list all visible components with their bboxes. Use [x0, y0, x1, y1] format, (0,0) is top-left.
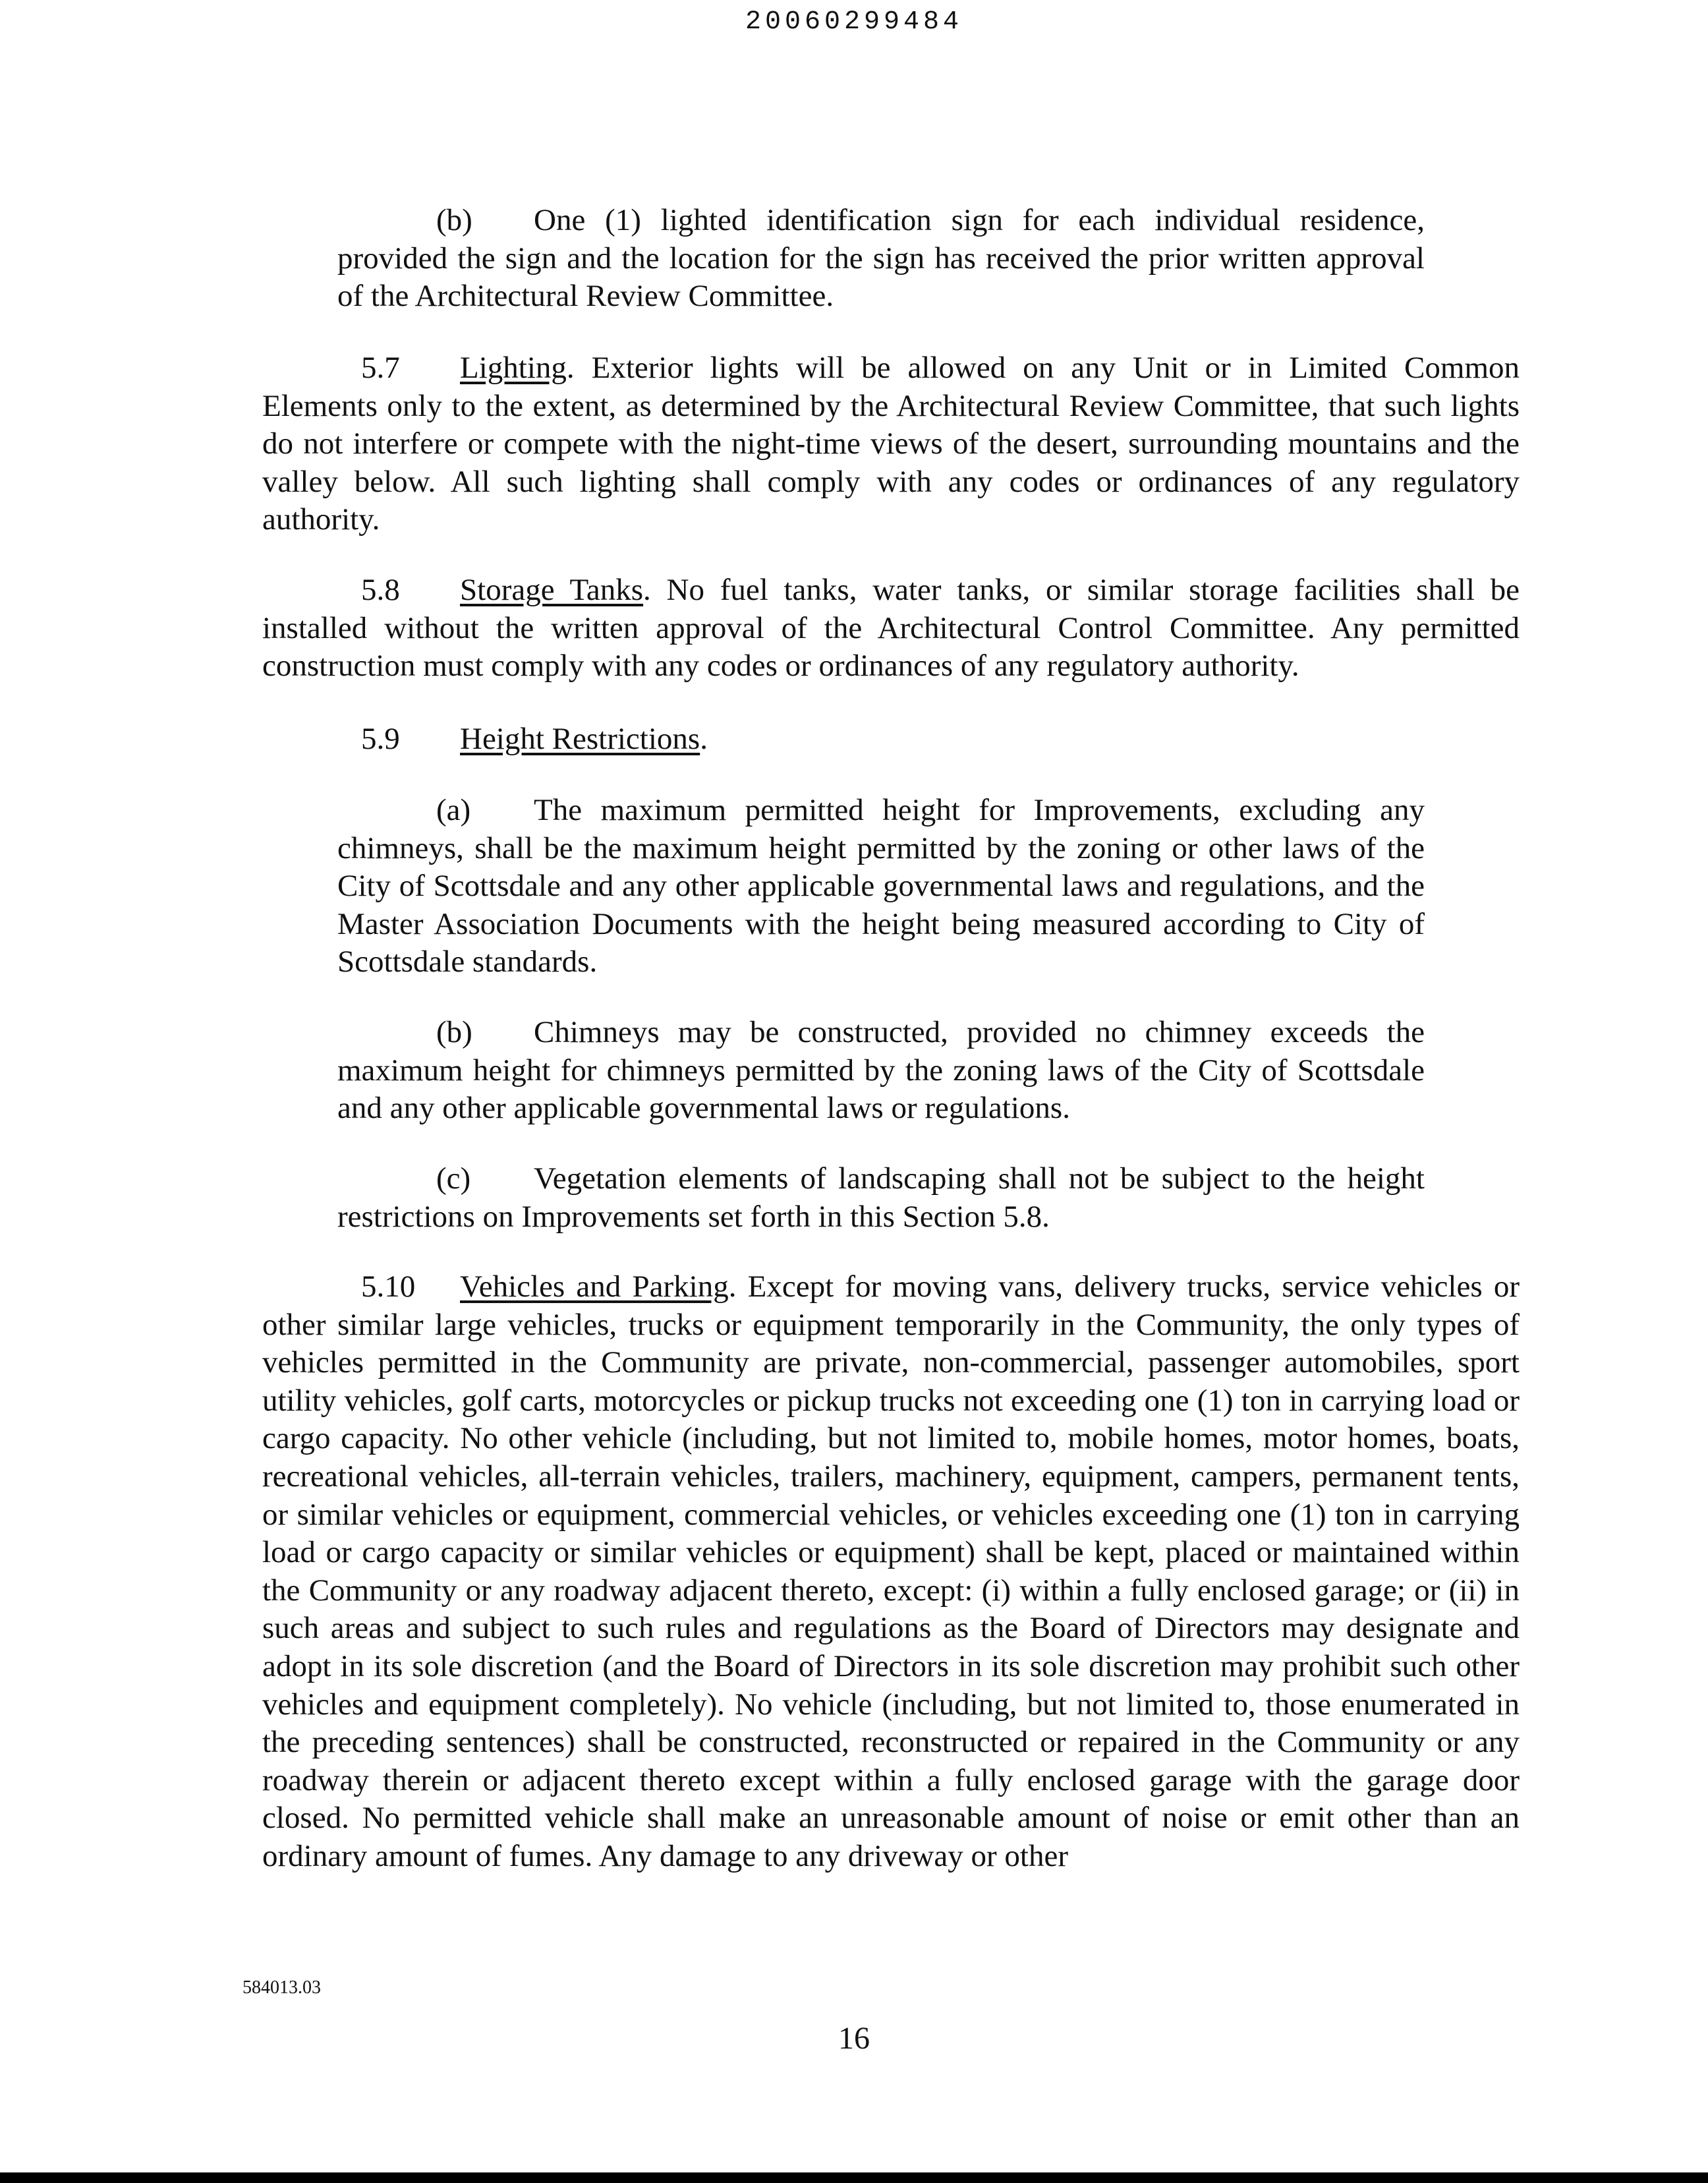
section-number: 5.10	[361, 1269, 416, 1304]
section-heading: Lighting	[460, 351, 567, 385]
section-text: . Except for moving vans, delivery trucks, service vehicles or other similar large vehicles, trucks or equipment temporarily in the Community, the only types of vehicles permitted in the Community are private, non-commercial, passenger automobiles, sport utility vehicles, golf carts, motorcycles or pickup trucks not exceeding one (1) ton in carrying load or cargo capacity. No other vehicle (including, but not limited to, mobile homes, motor homes, boats, recreational vehicles, all-terrain vehicles, trailers, machinery, equipment, campers, permanent tents, or similar vehicles or equipment, commercial vehicles, or vehicles exceeding one (1) ton in carrying load or cargo capacity or similar vehicles or equipment) shall be kept, placed or maintained within the Community or any roadway adjacent thereto, except: (i) within a fully enclosed garage; or (ii) in such areas and subject to such rules and regulations as the Board of Directors may designate and adopt in its sole discretion (and the Board of Directors in its sole discretion may prohibit such other vehicles and equipment completely). No vehicle (including, but not limited to, those enumerated in the preceding sentences) shall be constructed, reconstructed or repaired in the Community or any roadway therein or adjacent thereto except within a fully enclosed garage with the garage door closed. No permitted vehicle shall make an unreasonable amount of noise or emit other than an ordinary amount of fumes. Any damage to any driveway or other	[262, 1269, 1520, 1873]
section-text: . No fuel tanks, water tanks, or similar storage facilities shall be installed without the written approval of the Architectural Control Committee. Any permitted construction must comply with any codes or ordinances of any regulatory authority.	[262, 573, 1520, 684]
paragraph-number: (a)	[436, 793, 471, 827]
section-text: .	[700, 722, 708, 756]
section-heading: Storage Tanks	[460, 573, 644, 607]
section-5-7-lighting	[262, 349, 1520, 539]
paragraph-5-9-a	[337, 792, 1425, 981]
paragraph-number: (b)	[436, 1015, 472, 1049]
document-number: 20060299484	[745, 7, 963, 37]
section-5-10-vehicles-and-parking	[262, 1268, 1520, 1876]
section-5-8-storage-tanks	[262, 571, 1520, 685]
section-number: 5.7	[361, 351, 400, 385]
paragraph-b-identification-sign	[337, 202, 1425, 316]
section-5-9-height-restrictions	[262, 720, 1520, 759]
paragraph-text: One (1) lighted identification sign for each individual residence, provided the sign and the location for the sign has received the prior written approval of the Architectural Review Committee.	[337, 203, 1425, 314]
paragraph-5-9-c	[337, 1160, 1425, 1236]
paragraph-number: (c)	[436, 1161, 471, 1196]
section-number: 5.9	[361, 722, 400, 756]
paragraph-text: The maximum permitted height for Improvements, excluding any chimneys, shall be the maximum height permitted by the zoning or other laws of the City of Scottsdale and any other applicable governmental laws and regulations, and the Master Association Documents with the height being measured according to City of Scottsdale standards.	[337, 793, 1425, 979]
paragraph-number: (b)	[436, 203, 472, 237]
section-heading: Vehicles and Parking	[460, 1269, 729, 1304]
section-number: 5.8	[361, 573, 400, 607]
section-text: . Exterior lights will be allowed on any Unit or in Limited Common Elements only to the extent, as determined by the Architectural Review Committee, that such lights do not interfere or compete with the night-time views of the desert, surrounding mountains and the valley below. All such lighting shall comply with any codes or ordinances of any regulatory authority.	[262, 351, 1520, 537]
page-number: 16	[838, 2021, 870, 2056]
paragraph-5-9-b	[337, 1014, 1425, 1128]
bottom-border	[0, 2172, 1708, 2183]
footer-document-id: 584013.03	[242, 1977, 321, 1998]
paragraph-text: Chimneys may be constructed, provided no chimney exceeds the maximum height for chimneys permitted by the zoning laws of the City of Scottsdale and any other applicable governmental laws or regulations.	[337, 1015, 1425, 1126]
paragraph-text: Vegetation elements of landscaping shall not be subject to the height restrictions on Improvements set forth in this Section 5.8.	[337, 1161, 1425, 1234]
section-heading: Height Restrictions	[460, 722, 700, 756]
